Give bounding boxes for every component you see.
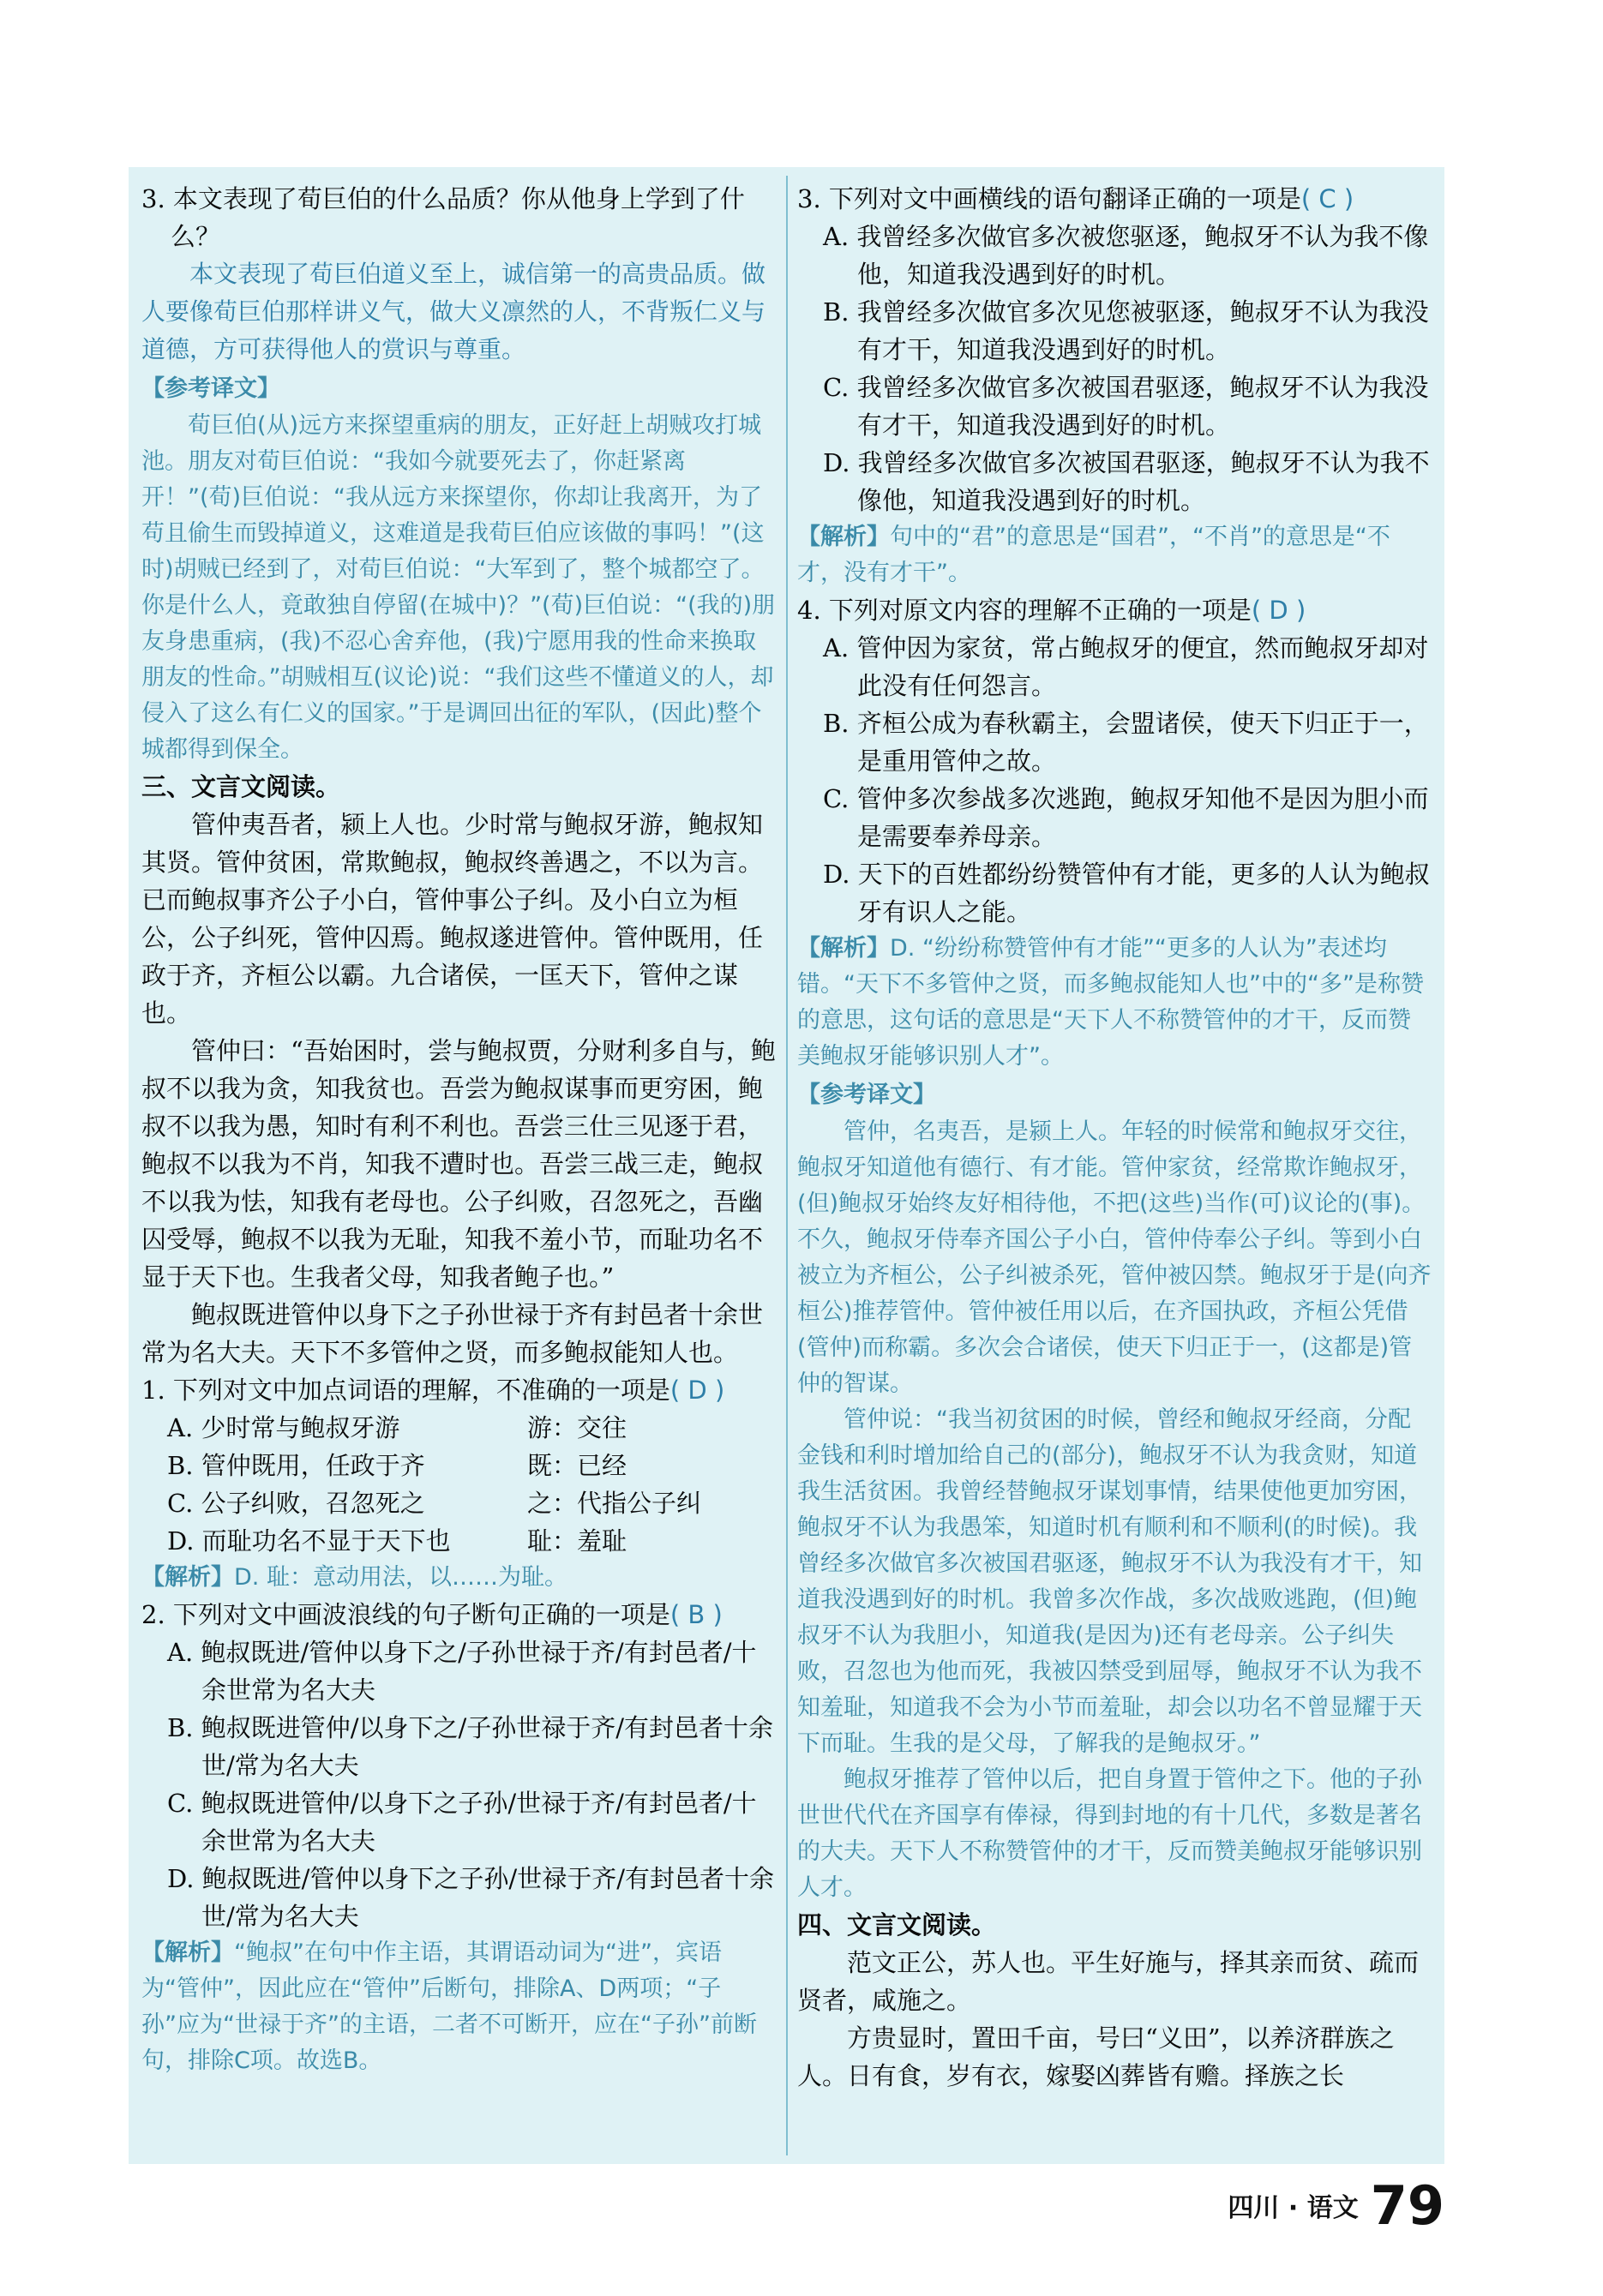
option-2b: B. 鲍叔既进管仲/以身下之/子孙世禄于齐/有封邑者十余世/常为名大夫 bbox=[167, 1713, 774, 1780]
option-3a: A. 我曾经多次做官多次被您驱逐，鲍叔牙不认为我不像他，知道我没遇到好的时机。 bbox=[823, 222, 1429, 289]
question-3-left: 3. 本文表现了荀巨伯的什么品质？你从他身上学到了什么？ bbox=[141, 184, 745, 251]
answer-1: ( D ) bbox=[669, 1376, 725, 1405]
column-divider bbox=[786, 176, 788, 2155]
answer-3-right: ( C ) bbox=[1300, 184, 1354, 213]
option-1b: B. 管仲既用，任政于齐 既：已经 bbox=[167, 1451, 627, 1480]
option-4c: C. 管仲多次参战多次逃跑，鲍叔牙知他不是因为胆小而是需要奉养母亲。 bbox=[823, 784, 1429, 851]
option-3b: B. 我曾经多次做官多次见您被驱逐，鲍叔牙不认为我没有才干，知道我没遇到好的时机。 bbox=[823, 297, 1429, 364]
workbook-page bbox=[129, 167, 1444, 2164]
question-1: 1. 下列对文中加点词语的理解，不准确的一项是( D ) bbox=[141, 1376, 725, 1405]
option-2d: D. 鲍叔既进/管仲以身下之子孙/世禄于齐/有封邑者十余世/常为名大夫 bbox=[167, 1864, 774, 1931]
option-4b: B. 齐桓公成为春秋霸主，会盟诸侯，使天下归正于一，是重用管仲之故。 bbox=[823, 709, 1429, 776]
reference-translation-text: 荀巨伯(从)远方来探望重病的朋友，正好赶上胡贼攻打城池。朋友对荀巨伯说：“我如今就要死去了，你赶紧离开！”(荀)巨伯说：“我从远方来探望你，你却让我离开，为了苟且偷生而毁掉道义，这难道是我荀巨伯应该做的事吗！”(这时)胡贼已经到了，对荀巨伯说：“大军到了，整个城都空了。你是什么人，竟敢独自停留(在城中)？”(荀)巨伯说：“(我的)朋友身患重病，(我)不忍心舍弃他，(我)宁愿用我的性命来换取朋友的性命。”胡贼相互(议论)说：“我们这些不懂道义的人，却侵入了这么有仁义的国家。”于是调回出征的军队，(因此)整个城都得到保全。 bbox=[141, 412, 776, 763]
option-4d: D. 天下的百姓都纷纷赞管仲有才能，更多的人认为鲍叔牙有识人之能。 bbox=[823, 860, 1430, 926]
explanation-4: 【解析】D. “纷纷称赞管仲有才能”“更多的人认为”表述均错。“天下不多管仲之贤，而多鲍叔能知人也”中的“多”是称赞的意思，这句话的意思是“天下人不称赞管仲的才干，反而赞美鲍叔牙能够识别人才”。 bbox=[797, 935, 1424, 1070]
option-4a: A. 管仲因为家贫，常占鲍叔牙的便宜，然而鲍叔牙却对此没有任何怨言。 bbox=[823, 633, 1429, 700]
option-1c: C. 公子纠败，召忽死之 之：代指公子纠 bbox=[167, 1489, 702, 1518]
passage-paragraph-3: 鲍叔既进管仲以身下之子孙世禄于齐有封邑者十余世常为名大夫。天下不多管仲之贤，而多鲍叔能知人也。 bbox=[141, 1300, 764, 1367]
reference-translation-tag-right: 【参考译文】 bbox=[797, 1082, 936, 1108]
question-4: 4. 下列对原文内容的理解不正确的一项是( D ) bbox=[797, 596, 1306, 625]
option-1a: A. 少时常与鲍叔牙游 游：交往 bbox=[167, 1413, 627, 1442]
subject-label: 四川 · 语文 bbox=[1228, 2193, 1359, 2223]
answer-2: ( B ) bbox=[669, 1600, 723, 1629]
passage-paragraph-1: 管仲夷吾者，颍上人也。少时常与鲍叔牙游，鲍叔知其贤。管仲贫困，常欺鲍叔，鲍叔终善遇之，不以为言。已而鲍叔事齐公子小白，管仲事公子纠。及小白立为桓公，公子纠死，管仲囚焉。鲍叔遂进管仲。管仲既用，任政于齐，齐桓公以霸。九合诸侯，一匡天下，管仲之谋也。 bbox=[141, 810, 764, 1028]
answer-4: ( D ) bbox=[1251, 596, 1306, 625]
translation-paragraph-2: 管仲说：“我当初贫困的时候，曾经和鲍叔牙经商，分配金钱和利时增加给自己的(部分)，鲍叔牙不认为我贪财，知道我生活贫困。我曾经替鲍叔牙谋划事情，结果使他更加穷困，鲍叔牙不认为我愚笨，知道时机有顺利和不顺利(的时候)。我曾经多次做官多次被国君驱逐，鲍叔牙不认为我没有才干，知道我没遇到好的时机。我曾多次作战，多次战败逃跑，(但)鲍叔牙不认为我胆小，知道我(是因为)还有老母亲。公子纠失败，召忽也为他而死，我被囚禁受到屈辱，鲍叔牙不认为我不知羞耻，知道我不会为小节而羞耻，却会以功名不曾显耀于天下而耻。生我的是父母，了解我的是鲍叔牙。” bbox=[797, 1406, 1422, 1757]
option-2a: A. 鲍叔既进/管仲以身下之/子孙世禄于齐/有封邑者/十余世常为名大夫 bbox=[167, 1638, 757, 1705]
option-2c: C. 鲍叔既进管仲/以身下之子孙/世禄于齐/有封邑者/十余世常为名大夫 bbox=[167, 1789, 757, 1855]
passage-4-paragraph-1: 范文正公，苏人也。平生好施与，择其亲而贫、疏而贤者，咸施之。 bbox=[797, 1948, 1420, 2015]
section-4-title: 四、文言文阅读。 bbox=[797, 1910, 997, 1939]
left-column bbox=[141, 180, 776, 2079]
explanation-1: 【解析】D. 耻：意动用法，以……为耻。 bbox=[141, 1564, 567, 1591]
option-3c: C. 我曾经多次做官多次被国君驱逐，鲍叔牙不认为我没有才干，知道我没遇到好的时机。 bbox=[823, 373, 1429, 440]
question-3-right: 3. 下列对文中画横线的语句翻译正确的一项是( C ) bbox=[797, 184, 1354, 213]
top-margin bbox=[0, 0, 1603, 167]
option-1d: D. 而耻功名不显于天下也 耻：羞耻 bbox=[167, 1526, 627, 1556]
section-3-title: 三、文言文阅读。 bbox=[141, 772, 341, 801]
option-3d: D. 我曾经多次做官多次被国君驱逐，鲍叔牙不认为我不像他，知道我没遇到好的时机。 bbox=[823, 448, 1430, 515]
passage-paragraph-2: 管仲曰：“吾始困时，尝与鲍叔贾，分财利多自与，鲍叔不以我为贪，知我贫也。吾尝为鲍叔谋事而更穷困，鲍叔不以我为愚，知时有利不利也。吾尝三仕三见逐于君，鲍叔不以我为不肖，知我不遭时也。吾尝三战三走，鲍叔不以我为怯，知我有老母也。公子纠败，召忽死之，吾幽囚受辱，鲍叔不以我为无耻，知我不羞小节，而耻功名不显于天下也。生我者父母，知我者鲍子也。” bbox=[141, 1036, 776, 1292]
question-2: 2. 下列对文中画波浪线的句子断句正确的一项是( B ) bbox=[141, 1600, 723, 1629]
right-column bbox=[797, 180, 1432, 2095]
page-footer bbox=[1228, 2175, 1444, 2235]
reference-translation-tag: 【参考译文】 bbox=[141, 375, 280, 402]
translation-paragraph-3: 鲍叔牙推荐了管仲以后，把自身置于管仲之下。他的子孙世世代代在齐国享有俸禄，得到封地的有十几代，多数是著名的大夫。天下人不称赞管仲的才干，反而赞美鲍叔牙能够识别人才。 bbox=[797, 1766, 1422, 1901]
passage-4-paragraph-2: 方贵显时，置田千亩，号曰“义田”，以养济群族之人。日有食，岁有衣，嫁娶凶葬皆有赡。择族之长 bbox=[797, 2023, 1395, 2090]
translation-paragraph-1: 管仲，名夷吾，是颍上人。年轻的时候常和鲍叔牙交往，鲍叔牙知道他有德行、有才能。管仲家贫，经常欺诈鲍叔牙，(但)鲍叔牙始终友好相待他，不把(这些)当作(可)议论的(事)。不久，鲍叔牙侍奉齐国公子小白，管仲侍奉公子纠。等到小白被立为齐桓公，公子纠被杀死，管仲被囚禁。鲍叔牙于是(向齐桓公)推荐管仲。管仲被任用以后，在齐国执政，齐桓公凭借(管仲)而称霸。多次会合诸侯，使天下归正于一，(这都是)管仲的智谋。 bbox=[797, 1118, 1432, 1397]
explanation-2: 【解析】“鲍叔”在句中作主语，其谓语动词为“进”，宾语为“管仲”，因此应在“管仲”后断句，排除A、D两项；“子孙”应为“世禄于齐”的主语，二者不可断开，应在“子孙”前断句，排除C项。故选B。 bbox=[141, 1939, 757, 2074]
explanation-3: 【解析】句中的“君”的意思是“国君”，“不肖”的意思是“不才，没有才干”。 bbox=[797, 524, 1390, 586]
answer-3-left: 本文表现了荀巨伯道义至上，诚信第一的高贵品质。做人要像荀巨伯那样讲义气，做大义凛然的人，不背叛仁义与道德，方可获得他人的赏识与尊重。 bbox=[141, 260, 766, 363]
page-number: 79 bbox=[1370, 2173, 1444, 2237]
